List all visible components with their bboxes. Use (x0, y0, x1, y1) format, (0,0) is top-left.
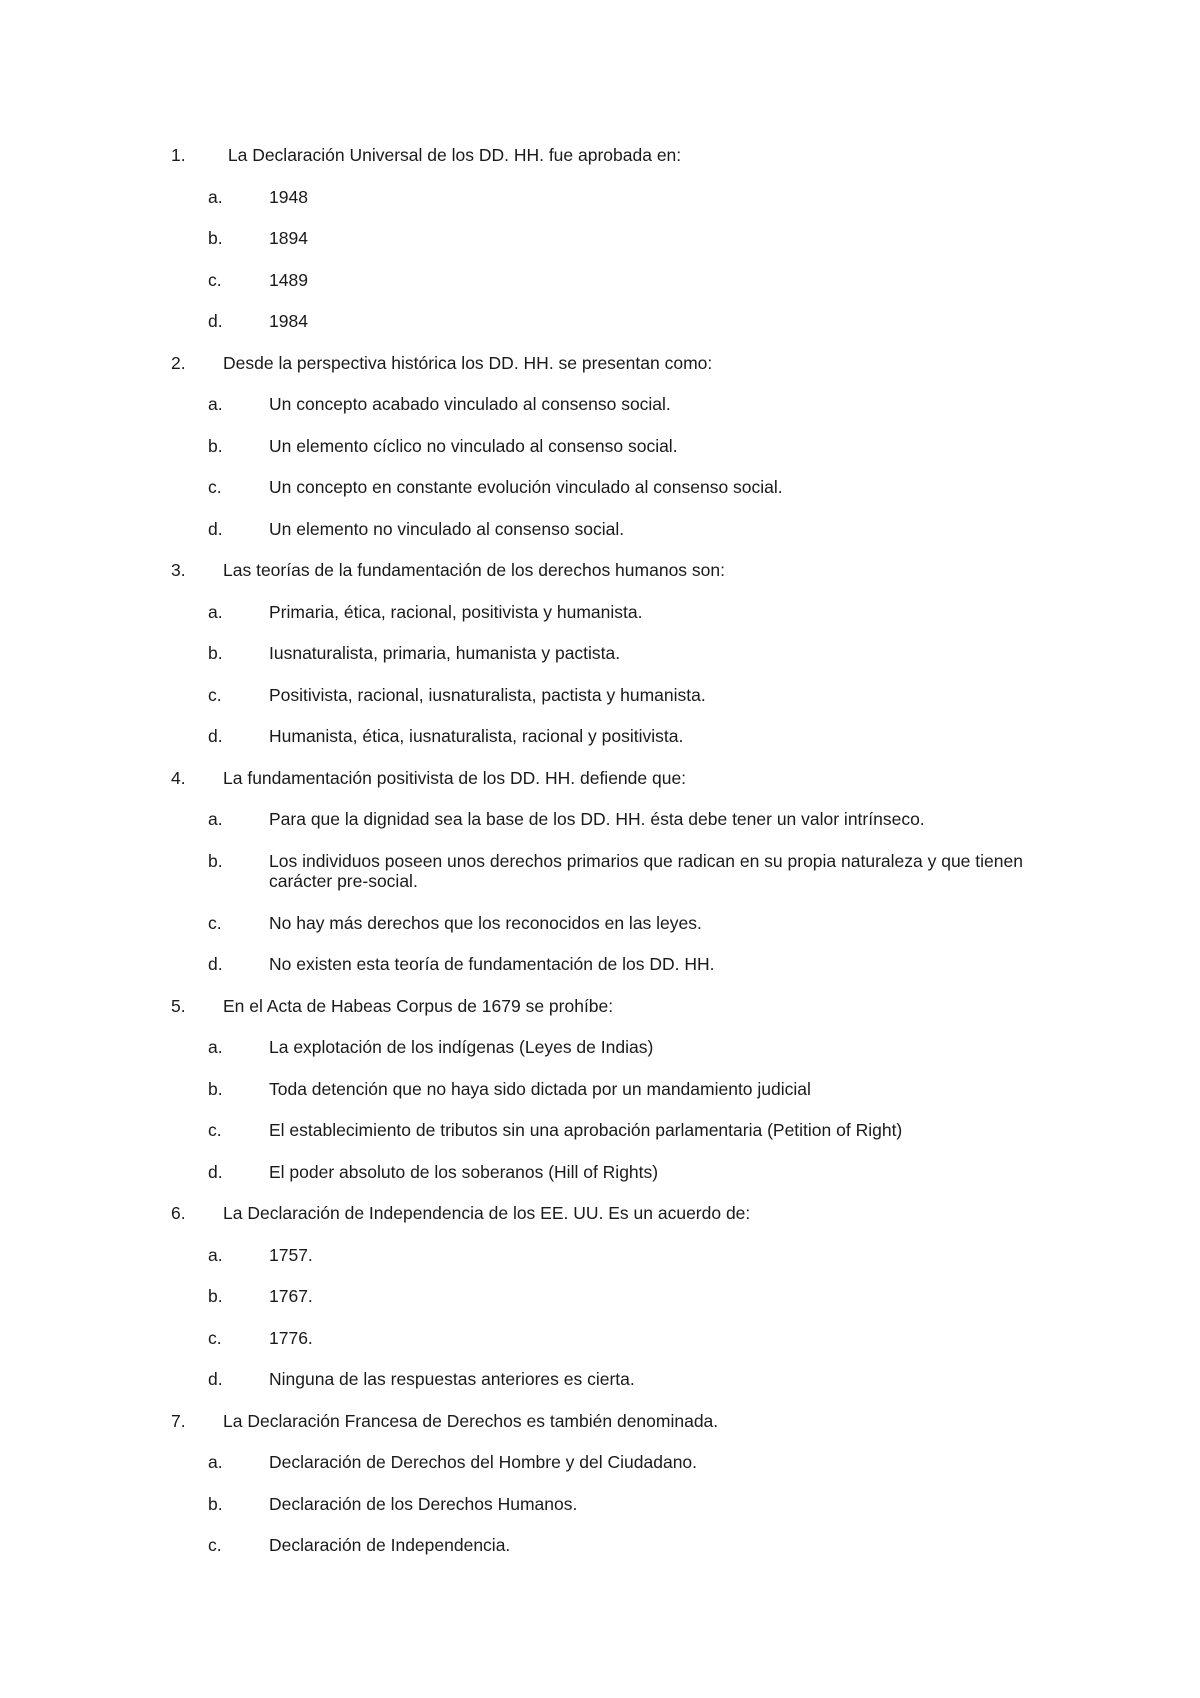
answer-option (0, 1245, 1200, 1287)
option-text: 1767. (269, 1286, 313, 1306)
option-letter: b. (208, 850, 223, 871)
option-letter: d. (208, 1161, 223, 1182)
question-number: 3. (171, 560, 186, 580)
answer-option (0, 1494, 1200, 1536)
answer-option (0, 1120, 1200, 1162)
option-text: Toda detención que no haya sido dictada por un mandamiento judicial (269, 1078, 811, 1099)
option-text: Un elemento cíclico no vinculado al consenso social. (269, 435, 678, 456)
answer-option (0, 394, 1200, 436)
answer-option (0, 954, 1200, 996)
answer-option (0, 1037, 1200, 1079)
question-list (0, 145, 1200, 1577)
option-letter: a. (208, 1037, 223, 1057)
question-stem (0, 1411, 1200, 1453)
option-letter: c. (208, 269, 222, 290)
answer-option (0, 477, 1200, 519)
option-letter: a. (208, 1452, 223, 1472)
question-1 (0, 145, 1200, 353)
option-letter: a. (208, 809, 223, 829)
answer-option (0, 685, 1200, 727)
question-5 (0, 996, 1200, 1204)
question-text: La Declaración de Independencia de los EE. UU. Es un acuerdo de: (223, 1203, 751, 1223)
option-text: No existen esta teoría de fundamentación de los DD. HH. (269, 954, 715, 974)
answer-option (0, 851, 1200, 913)
option-letter: b. (208, 435, 223, 456)
option-text: 1894 (269, 228, 308, 248)
option-letter: d. (208, 518, 223, 539)
option-letter: b. (208, 1286, 223, 1306)
answer-option (0, 913, 1200, 955)
answer-option (0, 228, 1200, 270)
question-number: 6. (171, 1203, 186, 1223)
option-text: 1757. (269, 1244, 313, 1265)
option-letter: c. (208, 1120, 222, 1140)
option-letter: a. (208, 186, 223, 207)
option-letter: b. (208, 643, 223, 663)
option-text: Iusnaturalista, primaria, humanista y pactista. (269, 643, 621, 663)
answer-option (0, 1286, 1200, 1328)
question-stem (0, 1203, 1200, 1245)
question-text: Desde la perspectiva histórica los DD. HH. se presentan como: (223, 352, 713, 373)
answer-option (0, 602, 1200, 644)
option-letter: d. (208, 1369, 223, 1389)
option-letter: c. (208, 912, 222, 933)
option-text: Un elemento no vinculado al consenso social. (269, 518, 625, 539)
question-text: La fundamentación positivista de los DD. HH. defiende que: (223, 767, 687, 788)
question-stem (0, 996, 1200, 1038)
option-letter: d. (208, 311, 223, 331)
option-text: 1776. (269, 1327, 313, 1348)
answer-option (0, 519, 1200, 561)
answer-option (0, 809, 1200, 851)
option-letter: b. (208, 1493, 223, 1514)
answer-option (0, 436, 1200, 478)
question-text: La Declaración Universal de los DD. HH. fue aprobada en: (223, 145, 682, 165)
option-text: Primaria, ética, racional, positivista y humanista. (269, 601, 643, 622)
option-letter: c. (208, 477, 222, 497)
answer-option (0, 1535, 1200, 1577)
option-text: Un concepto en constante evolución vinculado al consenso social. (269, 477, 783, 497)
question-6 (0, 1203, 1200, 1411)
answer-option (0, 643, 1200, 685)
answer-option (0, 726, 1200, 768)
option-text: Los individuos poseen unos derechos primarios que radican en su propia naturaleza y que tienen carácter pre-social. (269, 850, 1023, 891)
question-stem (0, 768, 1200, 810)
option-letter: c. (208, 1535, 222, 1555)
question-text: En el Acta de Habeas Corpus de 1679 se prohíbe: (223, 995, 614, 1016)
option-text: 1489 (269, 269, 308, 290)
option-letter: b. (208, 228, 223, 248)
option-letter: a. (208, 601, 223, 622)
question-text: Las teorías de la fundamentación de los derechos humanos son: (223, 560, 725, 580)
answer-option (0, 1452, 1200, 1494)
answer-option (0, 270, 1200, 312)
option-text: 1948 (269, 186, 308, 207)
question-4 (0, 768, 1200, 996)
question-3 (0, 560, 1200, 768)
option-text: Humanista, ética, iusnaturalista, racional y positivista. (269, 726, 684, 746)
option-letter: c. (208, 684, 222, 705)
answer-option (0, 1328, 1200, 1370)
option-letter: d. (208, 726, 223, 746)
answer-option (0, 1369, 1200, 1411)
option-text: Un concepto acabado vinculado al consenso social. (269, 394, 671, 414)
option-text: Ninguna de las respuestas anteriores es cierta. (269, 1369, 635, 1389)
question-7 (0, 1411, 1200, 1577)
question-stem (0, 353, 1200, 395)
option-text: El poder absoluto de los soberanos (Hill of Rights) (269, 1161, 659, 1182)
option-text: Declaración de Independencia. (269, 1535, 511, 1555)
option-text: Positivista, racional, iusnaturalista, pactista y humanista. (269, 684, 706, 705)
option-text: No hay más derechos que los reconocidos en las leyes. (269, 912, 702, 933)
option-letter: b. (208, 1078, 223, 1099)
question-number: 7. (171, 1410, 186, 1431)
answer-option (0, 1079, 1200, 1121)
option-text: Declaración de los Derechos Humanos. (269, 1493, 578, 1514)
question-number: 1. (171, 145, 186, 165)
option-letter: a. (208, 394, 223, 414)
answer-option (0, 187, 1200, 229)
question-number: 5. (171, 995, 186, 1016)
question-number: 4. (171, 767, 186, 788)
option-text: El establecimiento de tributos sin una aprobación parlamentaria (Petition of Right) (269, 1120, 903, 1140)
answer-option (0, 311, 1200, 353)
option-text: Para que la dignidad sea la base de los DD. HH. ésta debe tener un valor intrínseco. (269, 809, 925, 829)
option-letter: d. (208, 954, 223, 974)
question-text: La Declaración Francesa de Derechos es también denominada. (223, 1410, 719, 1431)
option-letter: c. (208, 1327, 222, 1348)
question-stem (0, 560, 1200, 602)
question-2 (0, 353, 1200, 561)
answer-option (0, 1162, 1200, 1204)
option-text: Declaración de Derechos del Hombre y del Ciudadano. (269, 1452, 698, 1472)
option-text: La explotación de los indígenas (Leyes de Indias) (269, 1037, 654, 1057)
question-stem (0, 145, 1200, 187)
question-number: 2. (171, 352, 186, 373)
option-text: 1984 (269, 311, 308, 331)
option-letter: a. (208, 1244, 223, 1265)
